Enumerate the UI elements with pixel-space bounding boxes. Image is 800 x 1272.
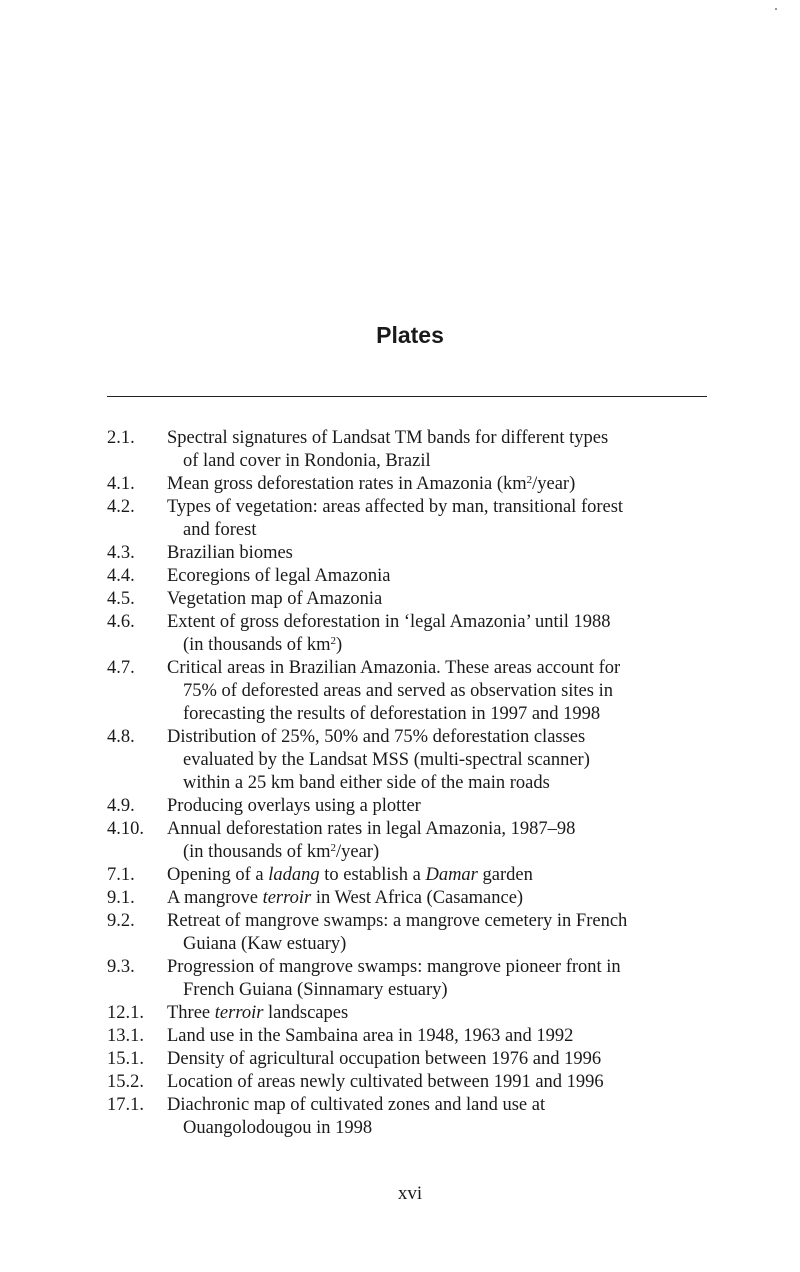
list-item <box>107 887 707 910</box>
superscript: 2 <box>330 842 336 854</box>
plate-caption-line <box>167 818 707 841</box>
caption-text: garden <box>477 865 533 885</box>
list-item <box>107 1048 707 1071</box>
plate-caption-line <box>167 956 707 979</box>
list-item <box>107 1094 707 1140</box>
caption-text: French Guiana (Sinnamary estuary) <box>183 980 448 1000</box>
caption-text: evaluated by the Landsat MSS (multi-spectral scanner) <box>183 750 590 770</box>
plate-number: 9.1. <box>107 888 135 908</box>
caption-text: ) <box>335 635 343 655</box>
italic-term: Damar <box>425 865 478 885</box>
caption-text: Diachronic map of cultivated zones and land use at <box>167 1095 546 1115</box>
caption-text: (in thousands of km <box>183 635 331 655</box>
plate-number: 9.3. <box>107 957 135 977</box>
divider-rule <box>107 396 707 397</box>
list-item <box>107 910 707 956</box>
plate-caption-line <box>183 450 707 473</box>
plate-caption-line <box>167 1002 707 1025</box>
plate-number: 4.8. <box>107 727 135 747</box>
plate-caption-line <box>167 1048 707 1071</box>
caption-text: Retreat of mangrove swamps: a mangrove cemetery in French <box>167 911 628 931</box>
caption-text: and forest <box>183 520 257 540</box>
superscript: 2 <box>526 474 533 486</box>
caption-text: within a 25 km band either side of the main roads <box>183 773 550 793</box>
plate-caption-line <box>167 588 707 611</box>
plate-caption-line <box>167 565 707 588</box>
caption-text: Producing overlays using a plotter <box>167 796 421 816</box>
plate-caption-line <box>167 496 707 519</box>
plate-caption-line <box>183 772 707 795</box>
caption-text: of land cover in Rondonia, Brazil <box>183 451 431 471</box>
caption-text: Annual deforestation rates in legal Amazonia, 1987–98 <box>167 819 576 839</box>
page-title: Plates <box>376 322 444 348</box>
list-item <box>107 726 707 795</box>
caption-text: Location of areas newly cultivated between 1991 and 1996 <box>167 1072 604 1092</box>
caption-text: to establish a <box>319 865 426 885</box>
plate-caption-line <box>183 749 707 772</box>
plate-number: 4.10. <box>107 819 144 839</box>
caption-text: Vegetation map of Amazonia <box>167 589 383 609</box>
plate-caption-line <box>167 542 707 565</box>
caption-text: /year) <box>532 474 576 494</box>
plate-number: 17.1. <box>107 1095 144 1115</box>
plate-number: 12.1. <box>107 1003 144 1023</box>
list-item <box>107 496 707 542</box>
italic-term: terroir <box>214 1003 264 1023</box>
plate-caption-line <box>167 1094 707 1117</box>
list-item <box>107 565 707 588</box>
superscript: 2 <box>330 635 336 647</box>
caption-text: (in thousands of km <box>183 842 331 862</box>
plate-number: 4.3. <box>107 543 135 563</box>
list-item <box>107 542 707 565</box>
plate-number: 4.1. <box>107 474 135 494</box>
plate-caption-line <box>167 910 707 933</box>
plate-number: 4.5. <box>107 589 135 609</box>
caption-text: Critical areas in Brazilian Amazonia. These areas account for <box>167 658 621 678</box>
plate-number: 15.2. <box>107 1072 144 1092</box>
plate-number: 4.6. <box>107 612 135 632</box>
plate-caption-line <box>183 933 707 956</box>
caption-text: Three <box>167 1003 215 1023</box>
plate-number: 2.1. <box>107 428 135 448</box>
list-item <box>107 1025 707 1048</box>
scan-speck <box>775 8 777 10</box>
list-item <box>107 795 707 818</box>
plate-number: 15.1. <box>107 1049 144 1069</box>
italic-term: terroir <box>262 888 312 908</box>
plate-caption-line <box>167 427 707 450</box>
plate-caption-line <box>167 1025 707 1048</box>
caption-text: Density of agricultural occupation between 1976 and 1996 <box>167 1049 602 1069</box>
plate-caption-line <box>167 864 707 887</box>
plate-number: 4.7. <box>107 658 135 678</box>
caption-text: Brazilian biomes <box>167 543 293 563</box>
list-item <box>107 473 707 496</box>
caption-text: Distribution of 25%, 50% and 75% deforestation classes <box>167 727 586 747</box>
plate-caption-line <box>167 473 707 496</box>
caption-text: /year) <box>335 842 380 862</box>
caption-text: forecasting the results of deforestation in 1997 and 1998 <box>183 704 601 724</box>
plate-caption-line <box>167 1071 707 1094</box>
plate-caption-line <box>183 979 707 1002</box>
caption-text: Land use in the Sambaina area in 1948, 1963 and 1992 <box>167 1026 574 1046</box>
caption-text: Mean gross deforestation rates in Amazonia (km <box>167 474 527 494</box>
plate-caption-line <box>183 841 707 864</box>
caption-text: Extent of gross deforestation in ‘legal Amazonia’ until 1988 <box>167 612 611 632</box>
caption-text: Types of vegetation: areas affected by man, transitional forest <box>167 497 624 517</box>
plate-caption-line <box>167 726 707 749</box>
list-item <box>107 956 707 1002</box>
plate-caption-line <box>167 887 707 910</box>
plate-caption-line <box>167 611 707 634</box>
italic-term: ladang <box>268 865 320 885</box>
caption-text: Guiana (Kaw estuary) <box>183 934 347 954</box>
plate-caption-line <box>183 1117 707 1140</box>
plate-number: 13.1. <box>107 1026 144 1046</box>
plate-number: 7.1. <box>107 865 135 885</box>
caption-text: Spectral signatures of Landsat TM bands for different types <box>167 428 609 448</box>
plate-caption-line <box>183 634 707 657</box>
plate-number: 4.4. <box>107 566 135 586</box>
list-item <box>107 657 707 726</box>
caption-text: Ecoregions of legal Amazonia <box>167 566 391 586</box>
plate-number: 4.2. <box>107 497 135 517</box>
caption-text: A mangrove <box>167 888 263 908</box>
caption-text: landscapes <box>263 1003 349 1023</box>
plate-caption-line <box>167 795 707 818</box>
list-item <box>107 864 707 887</box>
caption-text: Ouangolodougou in 1998 <box>183 1118 373 1138</box>
plate-caption-line <box>183 519 707 542</box>
list-item <box>107 611 707 657</box>
caption-text: Progression of mangrove swamps: mangrove pioneer front in <box>167 957 621 977</box>
list-item <box>107 1071 707 1094</box>
plate-number: 4.9. <box>107 796 135 816</box>
list-item <box>107 588 707 611</box>
caption-text: Opening of a <box>167 865 269 885</box>
plate-caption-line <box>167 657 707 680</box>
plate-caption-line <box>183 703 707 726</box>
caption-text: in West Africa (Casamance) <box>311 888 524 908</box>
caption-text: 75% of deforested areas and served as observation sites in <box>183 681 613 701</box>
plate-number: 9.2. <box>107 911 135 931</box>
list-item <box>107 818 707 864</box>
plate-caption-line <box>183 680 707 703</box>
page-number: xvi <box>397 1183 423 1204</box>
list-item <box>107 1002 707 1025</box>
list-item <box>107 427 707 473</box>
plates-list <box>107 427 707 1140</box>
